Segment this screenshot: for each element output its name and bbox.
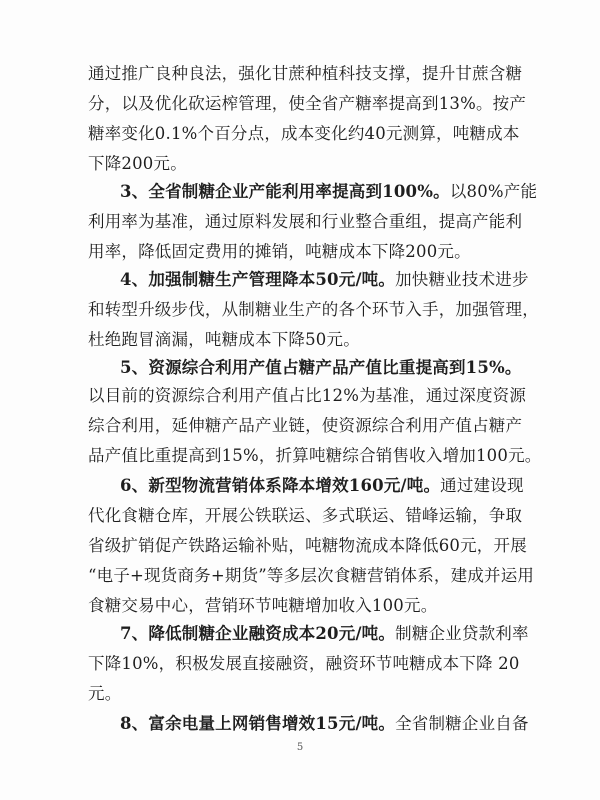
body-text-line: 以目前的资源综合利用产值占比12%为基准，通过深度资源 (88, 386, 527, 405)
section-heading: 3、全省制糖企业产能利用率提高到100%。 (120, 182, 450, 201)
body-text-line: 分，以及优化砍运榨管理，使全省产糖率提高到13%。按产 (88, 94, 527, 113)
body-text-line: 糖率变化0.1%个百分点，成本变化约40元测算，吨糖成本 (88, 124, 520, 143)
page-number: 5 (296, 742, 304, 753)
body-text: 全省制糖企业自备 (395, 714, 529, 733)
section-heading: 7、降低制糖企业融资成本20元/吨。 (120, 624, 396, 643)
body-text-line: 食糖交易中心，营销环节吨糖增加收入100元。 (88, 596, 438, 615)
body-text-line: 综合利用，延伸糖产品产业链，使资源综合利用产值占糖产 (88, 416, 523, 435)
body-text: 制糖企业贷款利率 (395, 624, 529, 643)
body-text-line: 下降200元。 (88, 154, 187, 173)
paragraph-4-first-line (120, 270, 529, 290)
body-text-line: 通过推广良种良法，强化甘蔗种植科技支撑，提升甘蔗含糖 (88, 64, 523, 83)
body-text-line: 下降10%，积极发展直接融资，融资环节吨糖成本下降 20 (88, 654, 520, 673)
body-text: 加快糖业技术进步 (395, 270, 529, 289)
body-text-line: 品产值比重提高到15%，折算吨糖综合销售收入增加100元。 (88, 446, 542, 465)
paragraph-8-first-line (120, 714, 529, 734)
body-text-line: 利用率为基准，通过原料发展和行业整合重组，提高产能利 (88, 212, 523, 231)
body-text-line: 杜绝跑冒滴漏，吨糖成本下降50元。 (88, 330, 360, 349)
paragraph-7-first-line (120, 624, 529, 644)
body-text-line: 代化食糖仓库，开展公铁联运、多式联运、错峰运输，争取 (88, 506, 523, 525)
body-text-line: 省级扩销促产铁路运输补贴，吨糖物流成本降低60元，开展 (88, 536, 527, 555)
paragraph-6-first-line (120, 476, 524, 496)
paragraph-3-first-line (120, 182, 538, 202)
section-heading: 4、加强制糖生产管理降本50元/吨。 (120, 270, 396, 289)
body-text: 以80%产能 (449, 182, 538, 201)
section-heading: 5、资源综合利用产值占糖产品产值比重提高到15%。 (120, 358, 522, 377)
body-text-line: 和转型升级步伐，从制糖业生产的各个环节入手，加强管理， (88, 300, 539, 319)
section-heading: 6、新型物流营销体系降本增效160元/吨。 (120, 476, 441, 495)
section-heading: 8、富余电量上网销售增效15元/吨。 (120, 714, 396, 733)
body-text-line: “电子+现货商务+期货”等多层次食糖营销体系，建成并运用 (88, 566, 535, 585)
body-text: 通过建设现 (440, 476, 524, 495)
body-text-line: 用率，降低固定费用的摊销，吨糖成本下降200元。 (88, 242, 471, 261)
body-text-line: 元。 (88, 684, 122, 703)
